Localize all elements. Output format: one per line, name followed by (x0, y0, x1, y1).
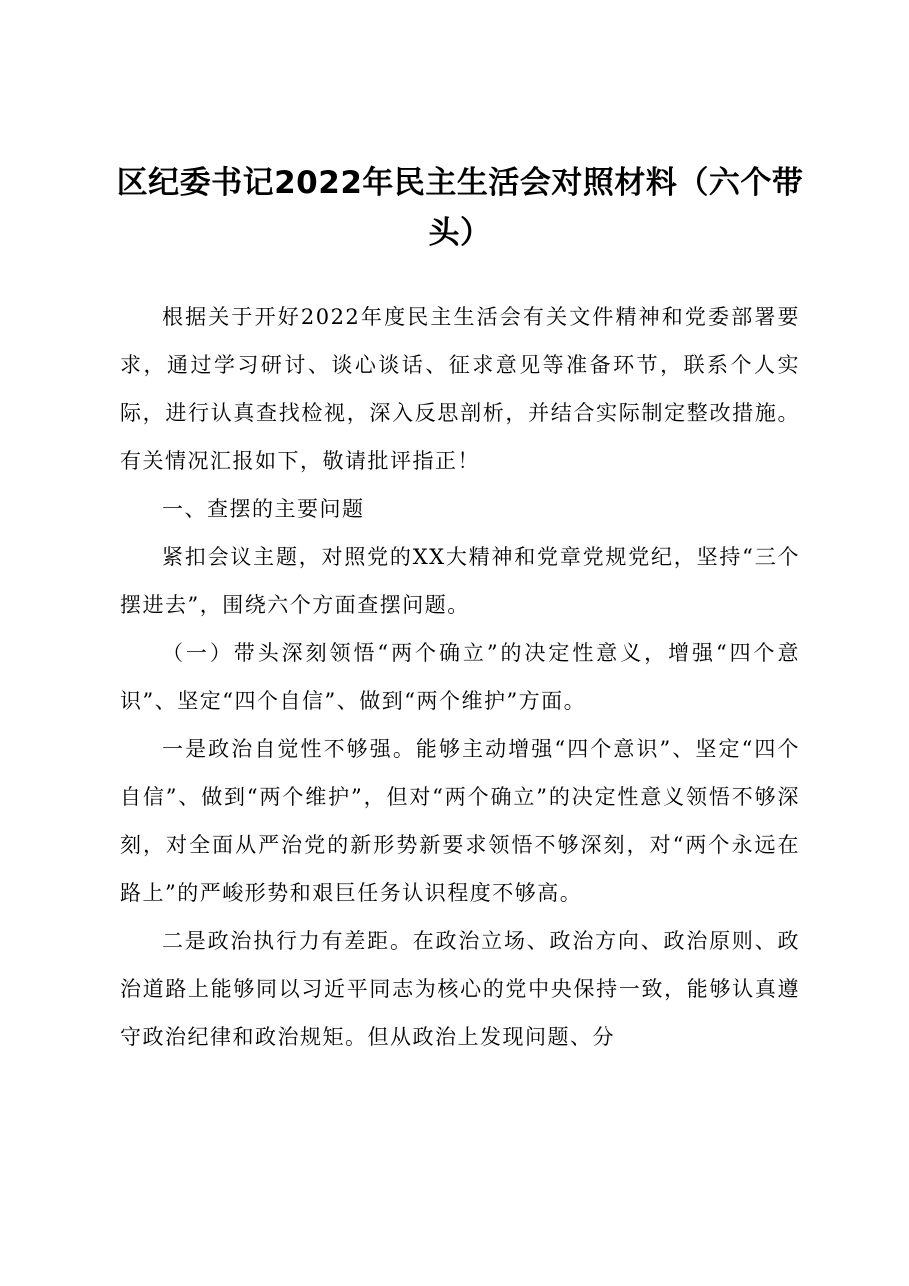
paragraph-point-1: 一是政治自觉性不够强。能够主动增强“四个意识”、坚定“四个自信”、做到“两个维护”，但对“两个确立”的决定性意义领悟不够深刻，对全面从严治党的新形势新要求领悟不够深刻，对“两个永远在路上”的严峻形势和艰巨任务认识程度不够高。 (120, 737, 800, 905)
section-heading-problems: 一、查摆的主要问题 (162, 497, 365, 521)
subsection-heading-1: （一）带头深刻领悟“两个确立”的决定性意义，增强“四个意识”、坚定“四个自信”、做到“两个维护”方面。 (120, 641, 800, 713)
paragraph-point-2: 二是政治执行力有差距。在政治立场、政治方向、政治原则、政治道路上能够同以习近平同志为核心的党中央保持一致，能够认真遵守政治纪律和政治规矩。但从政治上发现问题、分 (120, 929, 800, 1049)
paragraph-focus: 紧扣会议主题，对照党的XX大精神和党章党规党纪，坚持“三个摆进去”，围绕六个方面查摆问题。 (120, 545, 800, 617)
document-body (120, 293, 800, 1061)
paragraph-intro: 根据关于开好2022年度民主生活会有关文件精神和党委部署要求，通过学习研讨、谈心谈话、征求意见等准备环节，联系个人实际，进行认真查找检视，深入反思剖析，并结合实际制定整改措施。有关情况汇报如下，敬请批评指正！ (120, 305, 800, 473)
document-title: 区纪委书记2022年民主生活会对照材料（六个带头） (116, 165, 804, 251)
